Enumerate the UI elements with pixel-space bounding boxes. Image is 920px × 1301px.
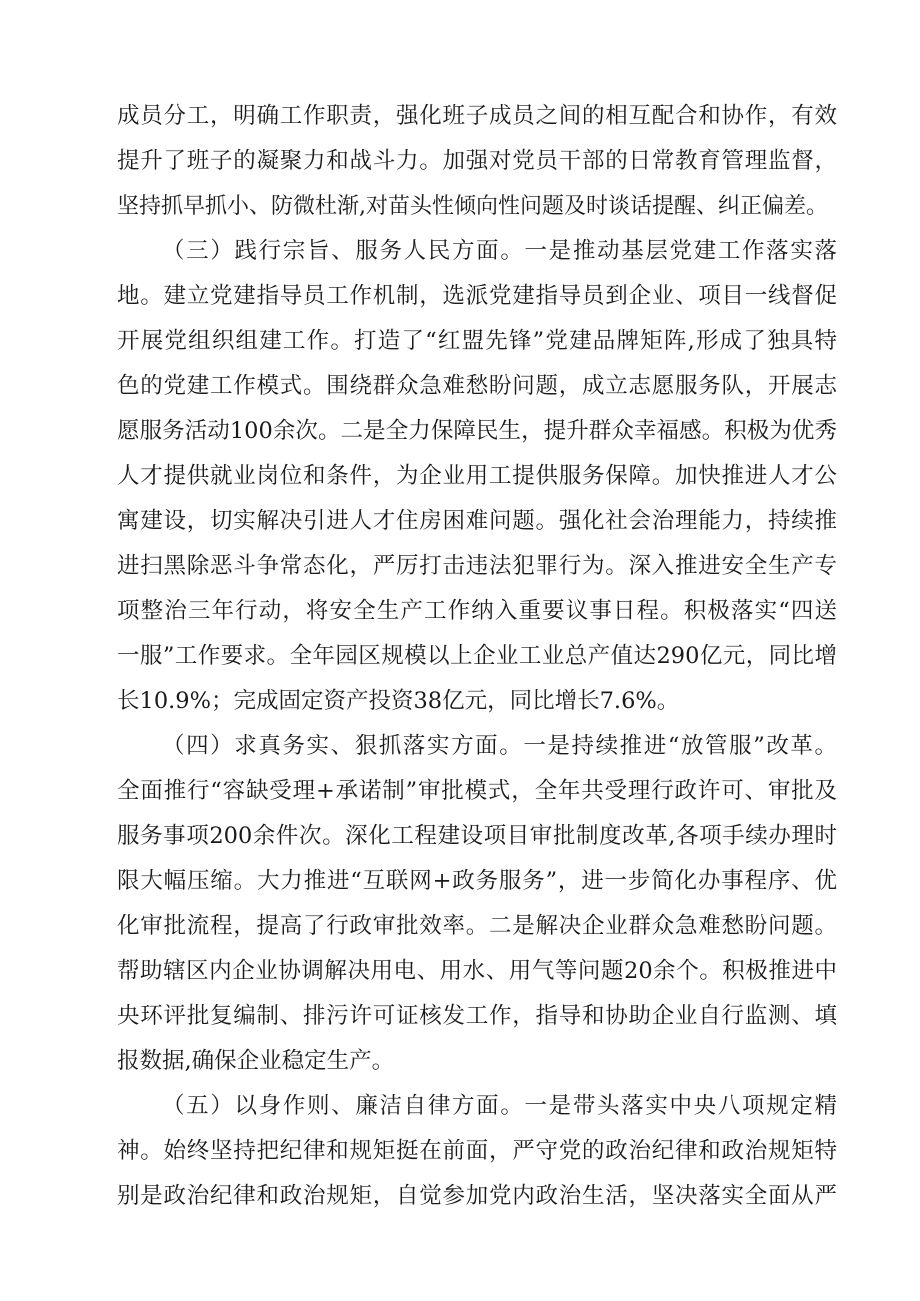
text-line: 央环评批复编制、排污许可证核发工作，指导和协助企业自行监测、填 [117,1003,837,1029]
text-line: 报数据,确保企业稳定生产。 [117,1048,395,1074]
section-heading-line: （四）求真务实、狠抓落实方面。一是持续推进“放管服”改革。 [162,733,837,759]
text-line: 神。始终坚持把纪律和规矩挺在前面，严守党的政治纪律和政治规矩特 [117,1138,837,1164]
text-line: 进扫黑除恶斗争常态化，严厉打击违法犯罪行为。深入推进安全生产专 [117,553,837,579]
paragraph-1 [117,94,837,229]
text-line: 一服”工作要求。全年园区规模以上企业工业总产值达290亿元，同比增 [117,643,837,669]
text-line: 寓建设，切实解决引进人才住房困难问题。强化社会治理能力，持续推 [117,508,837,534]
text-line: 项整治三年行动，将安全生产工作纳入重要议事日程。积极落实“四送 [117,598,837,624]
text-line: 全面推行“容缺受理+承诺制”审批模式，全年共受理行政许可、审批及 [117,778,837,804]
paragraph-pragmatic-work [117,724,837,1084]
text-line: 长10.9%；完成固定资产投资38亿元，同比增长7.6%。 [117,688,680,714]
text-line: 服务事项200余件次。深化工程建设项目审批制度改革,各项手续办理时 [117,823,837,849]
text-line: 地。建立党建指导员工作机制，选派党建指导员到企业、项目一线督促 [117,283,837,309]
text-line: 开展党组织组建工作。打造了“红盟先锋”党建品牌矩阵,形成了独具特 [117,328,837,354]
text-line: 限大幅压缩。大力推进“互联网+政务服务”，进一步简化办事程序、优 [117,868,837,894]
text-line: 化审批流程，提高了行政审批效率。二是解决企业群众急难愁盼问题。 [117,913,837,939]
section-heading-line: （五）以身作则、廉洁自律方面。一是带头落实中央八项规定精 [162,1093,837,1119]
text-line: 帮助辖区内企业协调解决用电、用水、用气等问题20余个。积极推进中 [117,958,837,984]
text-line: 人才提供就业岗位和条件，为企业用工提供服务保障。加快推进人才公 [117,463,837,489]
text-line: 坚持抓早抓小、防微杜渐,对苗头性倾向性问题及时谈话提醒、纠正偏差。 [117,194,828,219]
document-body [117,94,837,1219]
paragraph-integrity [117,1084,837,1219]
text-line: 别是政治纪律和政治规矩，自觉参加党内政治生活，坚决落实全面从严 [117,1183,837,1209]
paragraph-serve-people [117,229,837,724]
text-line: 提升了班子的凝聚力和战斗力。加强对党员干部的日常教育管理监督， [117,148,837,174]
section-heading-line: （三）践行宗旨、服务人民方面。一是推动基层党建工作落实落 [162,238,837,264]
text-line: 色的党建工作模式。围绕群众急难愁盼问题，成立志愿服务队，开展志 [117,373,837,399]
text-line: 愿服务活动100余次。二是全力保障民生，提升群众幸福感。积极为优秀 [117,418,837,444]
text-line: 成员分工，明确工作职责，强化班子成员之间的相互配合和协作，有效 [117,103,837,129]
